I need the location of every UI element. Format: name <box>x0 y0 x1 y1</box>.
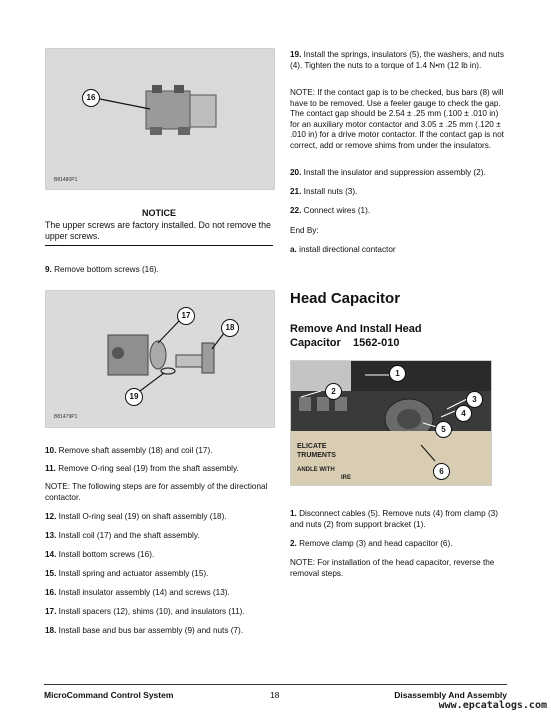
step-11 <box>45 464 275 475</box>
step-16 <box>45 588 275 599</box>
footer-section-title: Disassembly And Assembly <box>394 690 507 700</box>
step-text: Install the springs, insulators (5), the washers, and nuts (4). Tighten the nuts to a torque of 1.4 N•m (12 lb in). <box>290 50 504 70</box>
step-number: 16. <box>45 588 57 597</box>
subsection-heading-line1: Remove And Install Head <box>290 323 422 335</box>
notice-box <box>45 208 273 246</box>
end-by-label: End By: <box>290 226 319 235</box>
callout-4: 4 <box>455 405 472 422</box>
callout-2: 2 <box>325 383 342 400</box>
note-installation: NOTE: For installation of the head capacitor, reverse the removal steps. <box>290 558 495 578</box>
subsection-heading-line2: Capacitor 1562-010 <box>290 337 400 349</box>
step-number: 22. <box>290 206 302 215</box>
step-text: Install spacers (12), shims (10), and insulators (11). <box>58 607 245 616</box>
step-number: 1. <box>290 509 297 518</box>
step-number: 21. <box>290 187 302 196</box>
callout-6: 6 <box>433 463 450 480</box>
step-number: 14. <box>45 550 57 559</box>
end-by-item-a <box>290 245 510 256</box>
box-label-4: IRE <box>341 475 352 481</box>
step-text: Install O-ring seal (19) on shaft assembly (18). <box>58 512 227 521</box>
callout-17: 17 <box>177 307 195 325</box>
step-13 <box>45 531 275 542</box>
step-10 <box>45 446 275 457</box>
photo-caption: B81480P1 <box>54 177 78 183</box>
note-assembly: NOTE: The following steps are for assembly of the directional contactor. <box>45 482 268 502</box>
section-heading: Head Capacitor <box>290 290 401 307</box>
photo-caption: B81479P1 <box>54 414 78 420</box>
footer-page-number: 18 <box>270 690 280 700</box>
callout-1: 1 <box>389 365 406 382</box>
step-text: install directional contactor <box>299 245 396 254</box>
step-text: Remove shaft assembly (18) and coil (17). <box>58 446 213 455</box>
callout-18: 18 <box>221 319 239 337</box>
step-number: 15. <box>45 569 57 578</box>
step-18 <box>45 626 275 637</box>
step-number: 10. <box>45 446 57 455</box>
step-number: 13. <box>45 531 57 540</box>
step-text: Install nuts (3). <box>303 187 358 196</box>
step-text: Remove bottom screws (16). <box>54 265 159 274</box>
step-15 <box>45 569 275 580</box>
photo-contactor-screws <box>45 48 275 190</box>
step-21 <box>290 187 510 198</box>
step-number: 11. <box>45 464 56 473</box>
step-number: 17. <box>45 607 57 616</box>
step-17 <box>45 607 275 618</box>
step-20 <box>290 168 510 179</box>
callout-19: 19 <box>125 388 143 406</box>
callout-5: 5 <box>435 421 452 438</box>
step-19 <box>290 50 508 71</box>
box-label-2: TRUMENTS <box>297 452 336 459</box>
shaft-illustration <box>46 291 274 427</box>
step-text: Connect wires (1). <box>303 206 371 215</box>
step-text: Install coil (17) and the shaft assembly. <box>58 531 200 540</box>
step-number: 12. <box>45 512 57 521</box>
step-12 <box>45 512 275 523</box>
step-number: 2. <box>290 539 297 548</box>
step-text: Install spring and actuator assembly (15). <box>58 569 209 578</box>
step-number: 18. <box>45 626 57 635</box>
step-text: Install insulator assembly (14) and screws (13). <box>58 588 230 597</box>
step-text: Install base and bus bar assembly (9) and nuts (7). <box>58 626 243 635</box>
note-contact-gap: NOTE: If the contact gap is to be checked, bus bars (8) will have to be removed. Use a feeler gauge to check the gap. The contact gap should be 2.54 ± .25 mm (.100 ± .010 in) for an auxiliary motor contactor and 3.05 ± .25 mm (.120 ± .010 in) for a drive motor contactor. If the contact gap is not correct, add or remove shims from under the insulators. <box>290 88 504 150</box>
box-label-1: ELICATE <box>297 443 327 450</box>
step-14 <box>45 550 275 561</box>
notice-text: The upper screws are factory installed. Do not remove the upper screws. <box>45 220 271 241</box>
notice-title: NOTICE <box>141 208 176 218</box>
callout-3: 3 <box>466 391 483 408</box>
photo-head-capacitor <box>290 360 492 486</box>
callout-16: 16 <box>82 89 100 107</box>
remove-step-1 <box>290 509 510 530</box>
page-footer <box>44 684 507 713</box>
step-number: 20. <box>290 168 302 177</box>
contactor-illustration <box>46 49 274 189</box>
remove-step-2 <box>290 539 510 550</box>
step-text: Remove clamp (3) and head capacitor (6). <box>299 539 453 548</box>
photo-shaft-assembly <box>45 290 275 428</box>
step-number: 19. <box>290 50 302 59</box>
step-text: Install bottom screws (16). <box>58 550 155 559</box>
step-text: Install the insulator and suppression assembly (2). <box>303 168 486 177</box>
step-9 <box>45 265 275 276</box>
step-text: Disconnect cables (5). Remove nuts (4) from clamp (3) and nuts (2) from support bracket (1). <box>290 509 498 529</box>
step-number: 9. <box>45 265 52 274</box>
step-number: a. <box>290 245 297 254</box>
step-text: Remove O-ring seal (19) from the shaft assembly. <box>58 464 239 473</box>
step-22 <box>290 206 510 217</box>
footer-manual-title: MicroCommand Control System <box>44 690 174 700</box>
watermark-url: www.epcatalogs.com <box>438 700 547 711</box>
box-label-3: ANDLE WITH <box>297 467 335 473</box>
